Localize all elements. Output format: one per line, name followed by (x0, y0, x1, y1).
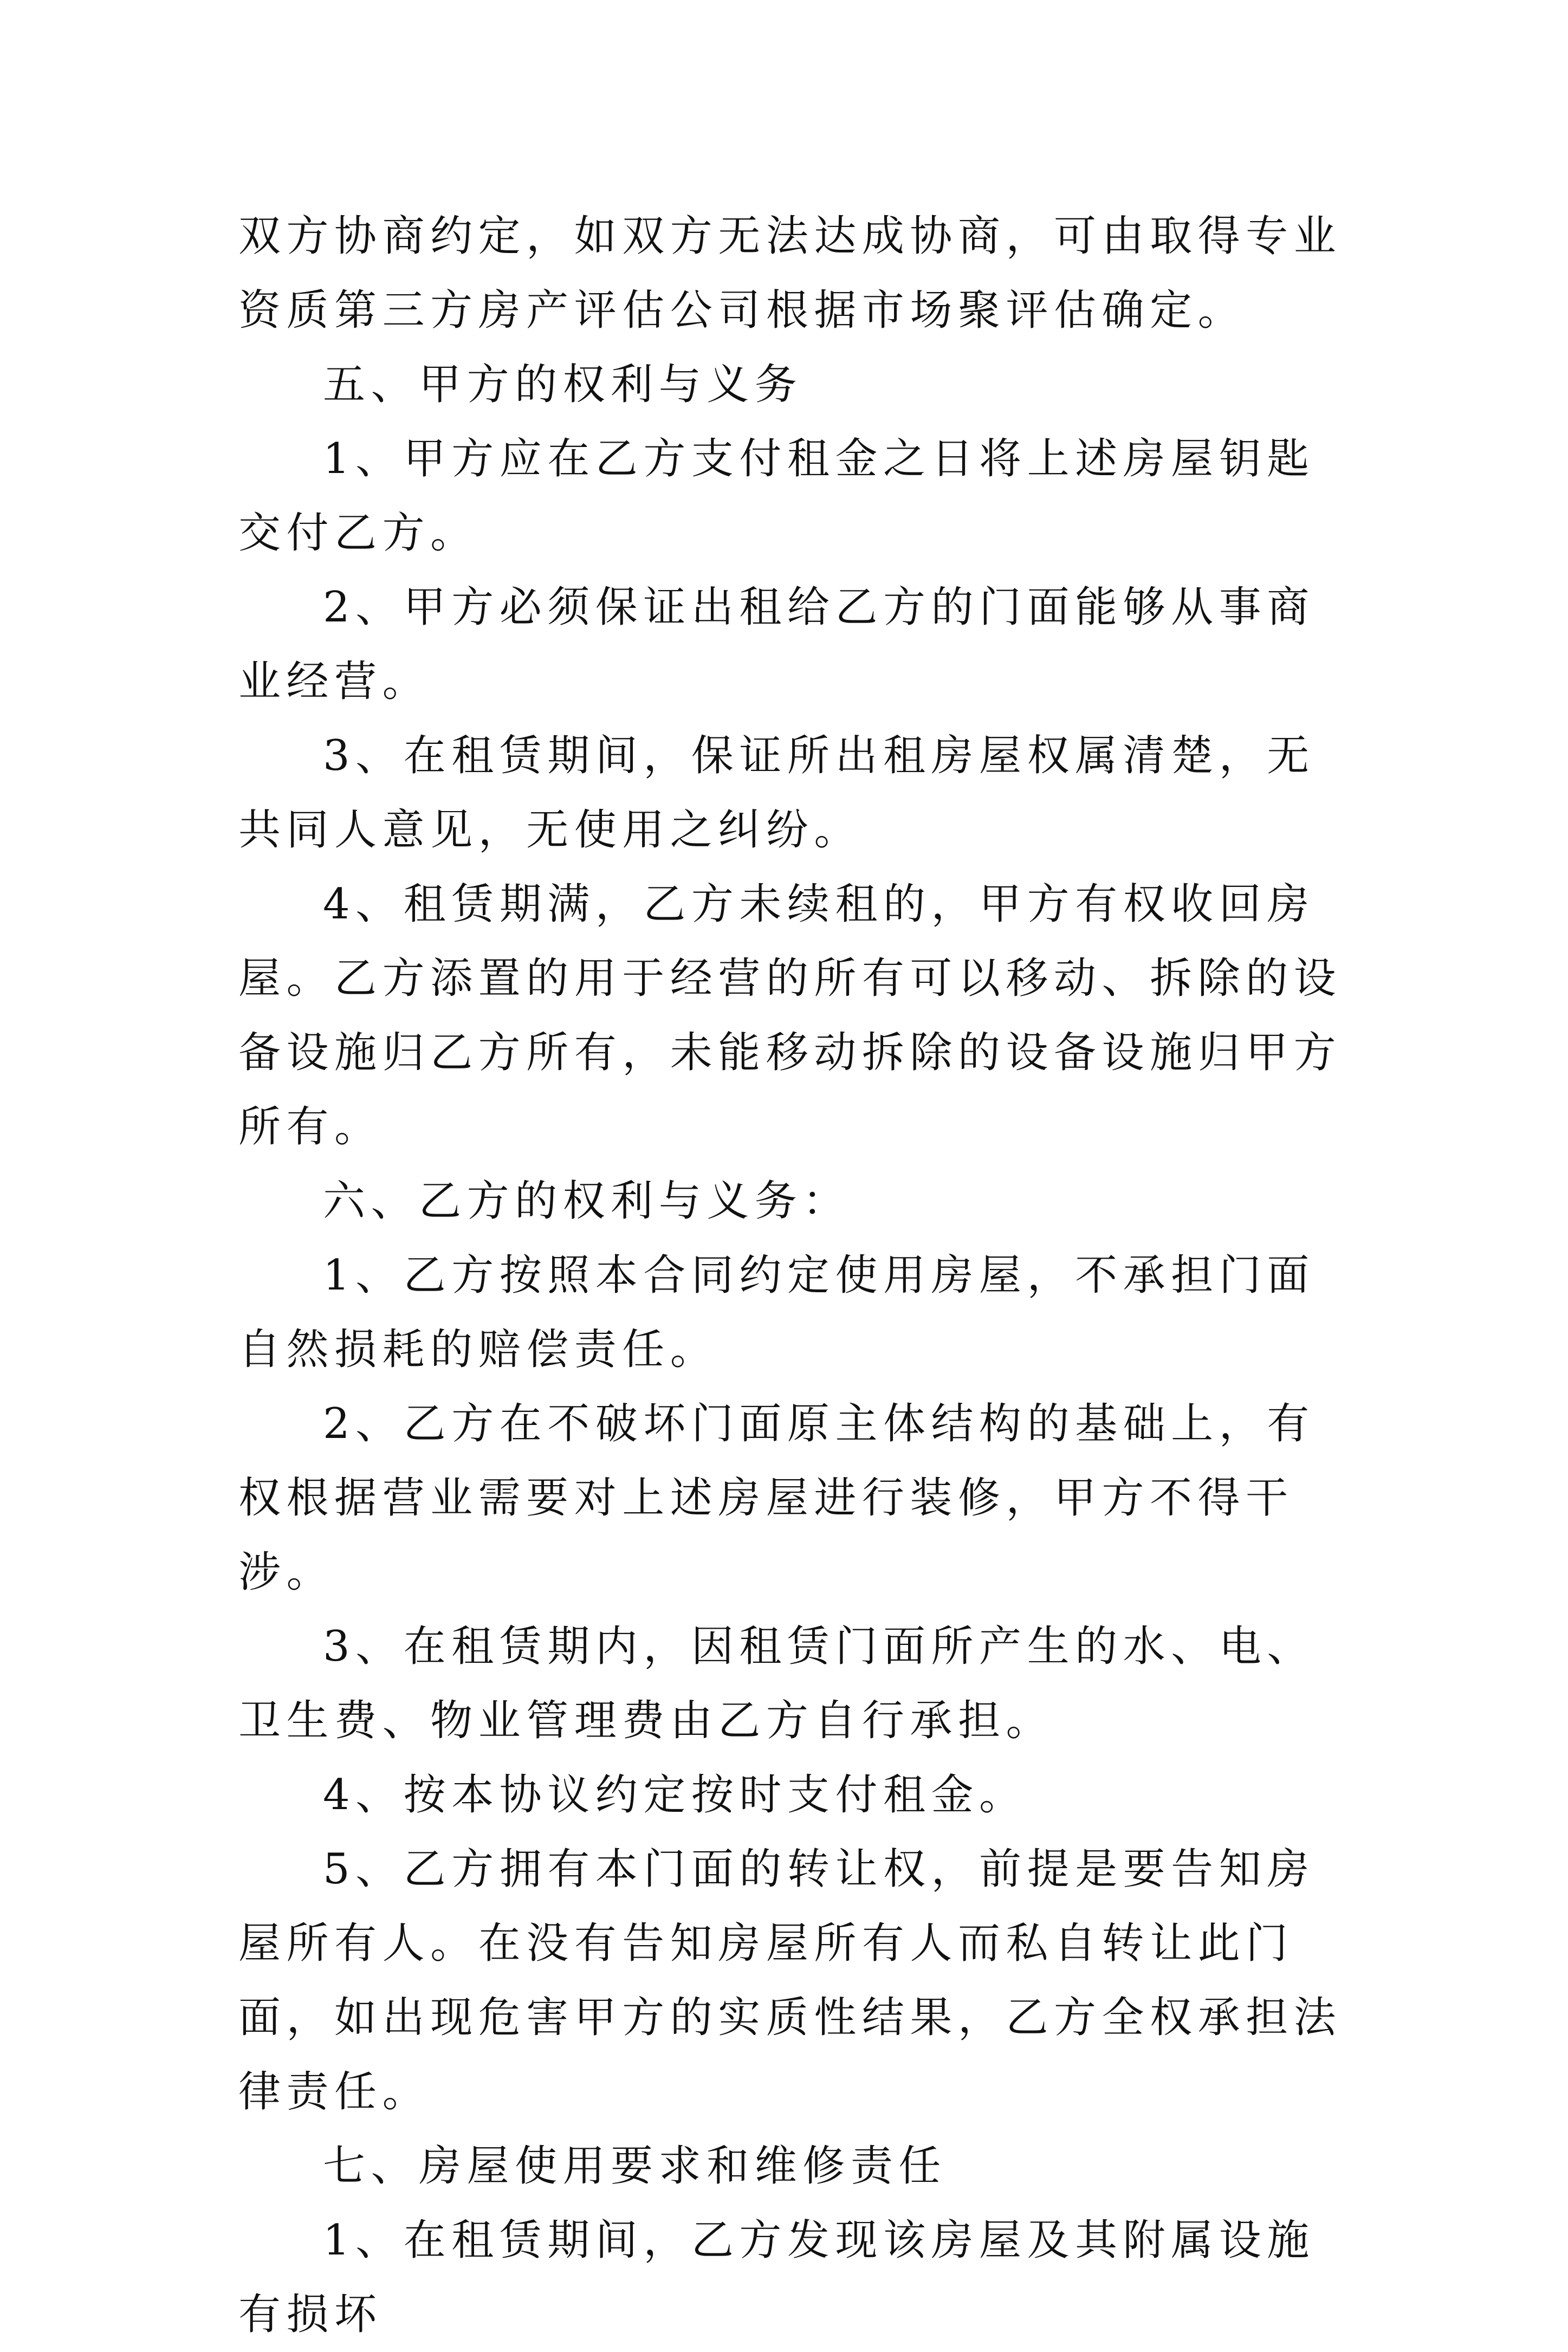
paragraph: 3、在租赁期间，保证所出租房屋权属清楚，无共同人意见，无使用之纠纷。 (238, 731, 1315, 854)
paragraph: 双方协商约定，如双方无法达成协商，可由取得专业资质第三方房产评估公司根据市场聚评估确定。 (238, 212, 1342, 335)
paragraph: 1、乙方按照本合同约定使用房屋，不承担门面自然损耗的赔偿责任。 (238, 1251, 1315, 1374)
paragraph: 2、乙方在不破坏门面原主体结构的基础上，有权根据营业需要对上述房屋进行装修，甲方不得干涉。 (238, 1399, 1315, 1597)
section-heading-maintenance: 七、房屋使用要求和维修责任 (323, 2142, 947, 2191)
paragraph: 1、甲方应在乙方支付租金之日将上述房屋钥匙交付乙方。 (238, 435, 1315, 558)
section-heading-lessor-rights: 五、甲方的权利与义务 (323, 360, 803, 409)
paragraph: 1、在租赁期间，乙方发现该房屋及其附属设施有损坏 (238, 2216, 1315, 2339)
paragraph: 4、按本协议约定按时支付租金。 (323, 1771, 1027, 1819)
section-heading-lessee-rights: 六、乙方的权利与义务： (323, 1177, 851, 1226)
document-body (238, 199, 1344, 2352)
paragraph: 3、在租赁期内，因租赁门面所产生的水、电、卫生费、物业管理费由乙方自行承担。 (238, 1622, 1315, 1745)
paragraph: 4、租赁期满，乙方未续租的，甲方有权收回房屋。乙方添置的用于经营的所有可以移动、拆除的设备设施归乙方所有，未能移动拆除的设备设施归甲方所有。 (238, 880, 1342, 1151)
paragraph: 2、甲方必须保证出租给乙方的门面能够从事商业经营。 (238, 583, 1315, 706)
paragraph: 5、乙方拥有本门面的转让权，前提是要告知房屋所有人。在没有告知房屋所有人而私自转让此门面，如出现危害甲方的实质性结果，乙方全权承担法律责任。 (238, 1845, 1342, 2116)
